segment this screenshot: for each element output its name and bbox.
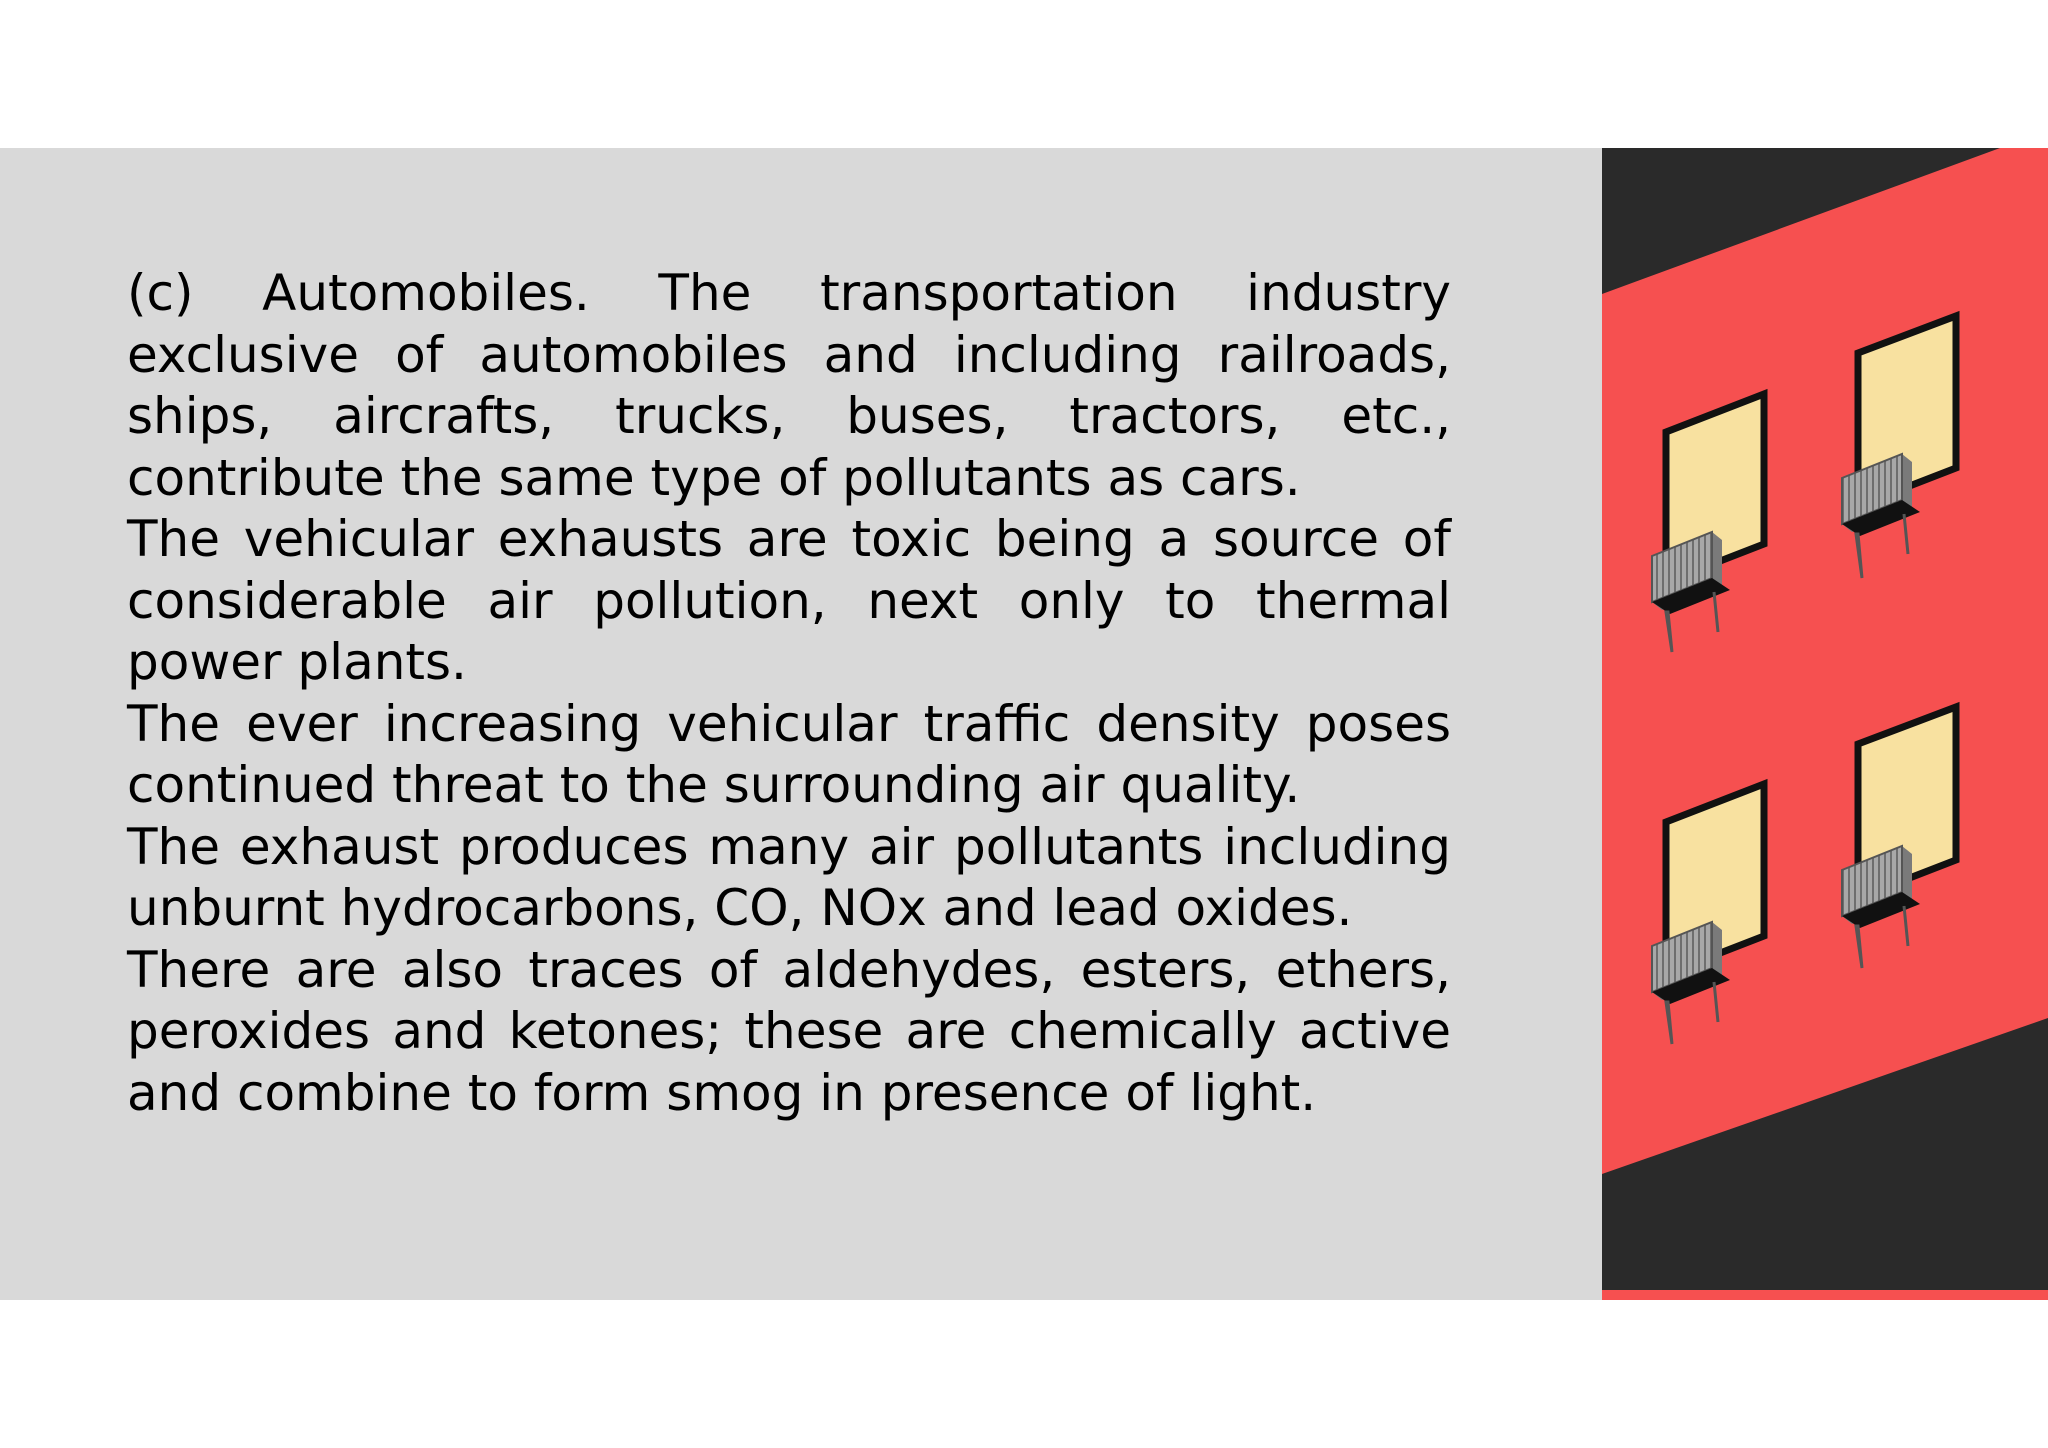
ground-strip — [1602, 1290, 2048, 1300]
paragraph-traces-smog: There are also traces of aldehydes, esters, ethers, peroxides and ketones; these are chemically active and combine to form smog in presence of light. — [127, 940, 1451, 1122]
building-illustration — [1602, 148, 2048, 1300]
slide-text-block — [127, 263, 1451, 1124]
paragraph-traffic-density: The ever increasing vehicular traffic density poses continued threat to the surrounding air quality. — [127, 694, 1451, 814]
building-svg — [1602, 148, 2048, 1300]
paragraph-automobiles: (c) Automobiles. The transportation industry exclusive of automobiles and including railroads, ships, aircrafts, trucks, buses, tractors, etc., contribute the same type of pollutants as cars. — [127, 264, 1451, 507]
paragraph-exhaust-pollutants: The exhaust produces many air pollutants including unburnt hydrocarbons, CO, NOx and lead oxides. — [127, 817, 1451, 937]
paragraph-vehicular-exhausts: The vehicular exhausts are toxic being a source of considerable air pollution, next only to thermal power plants. — [127, 510, 1451, 691]
